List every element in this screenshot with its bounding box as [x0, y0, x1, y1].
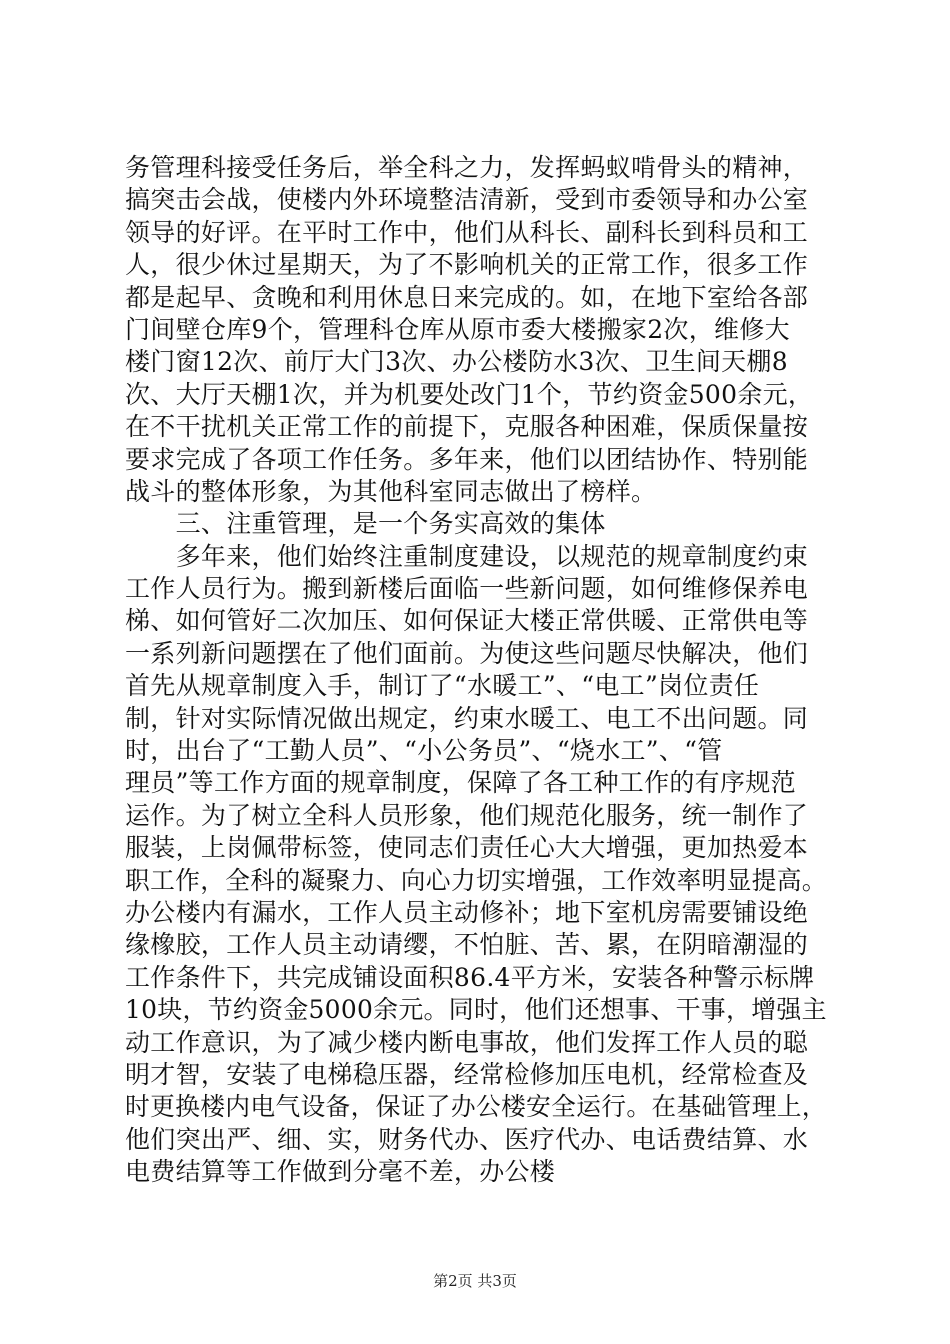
text-line: 制，针对实际情况做出规定，约束水暖工、电工不出问题。同 [125, 703, 809, 733]
text-line: 理员”等工作方面的规章制度，保障了各工种工作的有序规范 [125, 768, 796, 798]
text-line: 在不干扰机关正常工作的前提下，克服各种困难，保质保量按 [125, 412, 809, 442]
text-line: 运作。为了树立全科人员形象，他们规范化服务，统一制作了 [125, 800, 809, 830]
text-line: 人，很少休过星期天，为了不影响机关的正常工作，很多工作 [125, 250, 809, 280]
text-line: 领导的好评。在平时工作中，他们从科长、副科长到科员和工 [125, 217, 809, 247]
text-line: 电费结算等工作做到分毫不差，办公楼 [125, 1157, 556, 1187]
text-line: 务管理科接受任务后，举全科之力，发挥蚂蚁啃骨头的精神， [125, 153, 809, 182]
text-line: 都是起早、贪晚和利用休息日来完成的。如，在地下室给各部 [125, 282, 809, 312]
text-line: 10块，节约资金5000余元。同时，他们还想事、干事，增强主 [125, 995, 827, 1025]
text-line: 动工作意识，为了减少楼内断电事故，他们发挥工作人员的聪 [125, 1027, 809, 1057]
text-line: 要求完成了各项工作任务。多年来，他们以团结协作、特别能 [125, 444, 809, 474]
text-line: 工作条件下，共完成铺设面积86.4平方米，安装各种警示标牌 [125, 962, 815, 992]
text-line: 多年来，他们始终注重制度建设，以规范的规章制度约束 [125, 541, 809, 571]
text-line: 服装，上岗佩带标签，使同志们责任心大大增强，更加热爱本 [125, 833, 809, 863]
text-line: 时，出台了“工勤人员”、“小公务员”、“烧水工”、“管 [125, 736, 723, 766]
text-line: 搞突击会战，使楼内外环境整洁清新，受到市委领导和办公室 [125, 185, 809, 215]
text-line: 办公楼内有漏水，工作人员主动修补；地下室机房需要铺设绝 [125, 897, 809, 927]
text-line: 时更换楼内电气设备，保证了办公楼安全运行。在基础管理上， [125, 1092, 827, 1122]
text-line: 三、注重管理，是一个务实高效的集体 [125, 509, 606, 539]
text-line: 明才智，安装了电梯稳压器，经常检修加压电机，经常检查及 [125, 1059, 809, 1089]
text-line: 工作人员行为。搬到新楼后面临一些新问题，如何维修保养电 [125, 574, 809, 604]
text-line: 缘橡胶，工作人员主动请缨，不怕脏、苦、累，在阴暗潮湿的 [125, 930, 809, 960]
page-footer: 第2页 共3页 [433, 1272, 517, 1290]
text-line: 梯、如何管好二次加压、如何保证大楼正常供暖、正常供电等 [125, 606, 809, 636]
text-line: 一系列新问题摆在了他们面前。为使这些问题尽快解决，他们 [125, 638, 809, 668]
text-line: 次、大厅天棚1次，并为机要处改门1个，节约资金500余元， [125, 379, 814, 409]
text-line: 战斗的整体形象，为其他科室同志做出了榜样。 [125, 476, 657, 506]
document-body [125, 152, 825, 1189]
text-line: 首先从规章制度入手，制订了“水暖工”、“电工”岗位责任 [125, 671, 760, 701]
text-line: 楼门窗12次、前厅大门3次、办公楼防水3次、卫生间天棚8 [125, 347, 788, 377]
text-line: 他们突出严、细、实，财务代办、医疗代办、电话费结算、水 [125, 1124, 809, 1154]
text-line: 门间壁仓库9个，管理科仓库从原市委大楼搬家2次，维修大 [125, 314, 790, 344]
text-line: 职工作，全科的凝聚力、向心力切实增强，工作效率明显提高。 [125, 865, 827, 895]
